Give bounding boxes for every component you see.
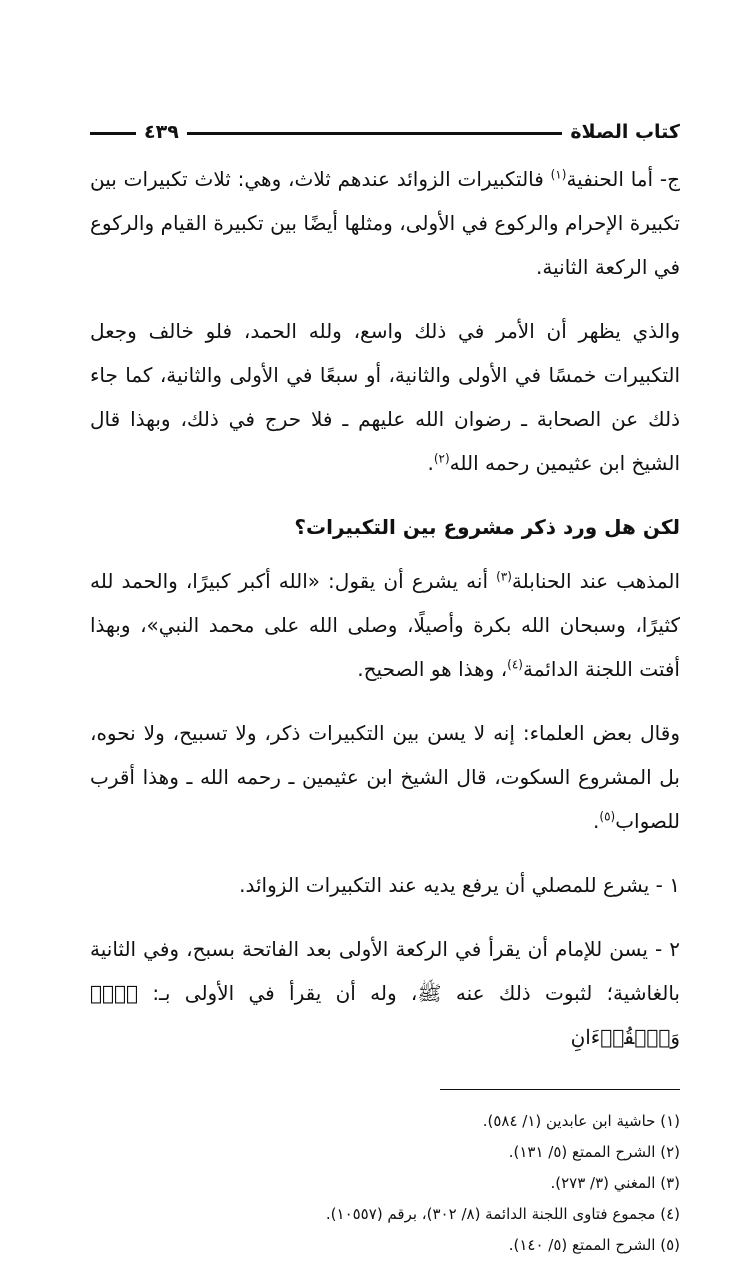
footnote-item: (١) حاشية ابن عابدين (١/ ٥٨٤). [482, 1112, 680, 1130]
paragraph-gap [90, 691, 680, 711]
paragraph-text: المذهب عند الحنابلة [511, 569, 680, 593]
header-rule-short [90, 132, 136, 135]
paragraph-text: وقال بعض العلماء: إنه لا يسن بين التكبيرات ذكر، ولا تسبيح، ولا نحوه، بل المشروع السكوت، قال الشيخ ابن عثيمين ـ رحمه الله ـ وهذا أقرب للصواب [90, 721, 680, 833]
paragraph-text: ٢ - يسن للإمام أن يقرأ في الركعة الأولى بعد الفاتحة بسبح، وفي الثانية بالغاشية؛ لثبوت ذلك عنه ﷺ، وله أن يقرأ في الأولى بـ: [90, 937, 680, 1005]
paragraph-gap [90, 549, 680, 559]
header-rule [187, 132, 563, 135]
paragraph-gap [90, 485, 680, 505]
chapter-title: كتاب الصلاة [570, 121, 680, 143]
paragraph-text: والذي يظهر أن الأمر في ذلك واسع، ولله الحمد، فلو خالف وجعل التكبيرات خمسًا في الأولى والثانية، أو سبعًا في الأولى والثانية، كما جاء ذلك عن الصحابة ـ رضوان الله عليهم ـ فلا حرج في ذلك، وبهذا قال الشيخ ابن عثيمين رحمه الله [90, 319, 680, 475]
paragraph-hanafi [90, 157, 680, 289]
footnote-ref: (٣) [496, 569, 512, 584]
section-heading: لكن هل ورد ذكر مشروع بين التكبيرات؟ [294, 515, 680, 539]
page-number: ٤٣٩ [144, 121, 179, 143]
paragraph-text: ، وهذا هو الصحيح. [357, 657, 508, 681]
footnote-item: (٥) الشرح الممتع (٥/ ١٤٠). [508, 1236, 680, 1254]
paragraph-wide-matter [90, 309, 680, 485]
paragraph-point-2 [90, 927, 680, 1059]
paragraph-gap [90, 843, 680, 863]
footnote-divider [440, 1089, 680, 1090]
paragraph-gap [90, 907, 680, 927]
running-header [90, 115, 680, 149]
paragraph-text: . [427, 451, 434, 475]
paragraph-text: أنه يشرع أن يقول: «الله أكبر كبيرًا، والحمد لله كثيرًا، وسبحان الله بكرة وأصيلًا، وصلى الله على محمد النبي»، وبهذا أفتت اللجنة الدائمة [90, 569, 680, 681]
paragraph-point-1: ١ - يشرع للمصلي أن يرفع يديه عند التكبيرات الزوائد. [239, 873, 680, 897]
footnote-item: (٣) المغني (٣/ ٢٧٣). [550, 1174, 680, 1192]
paragraph-gap [90, 289, 680, 309]
paragraph-text: فالتكبيرات الزوائد عندهم ثلاث، وهي: ثلاث تكبيرات بين تكبيرة الإحرام والركوع في الأولى، ومثلها أيضًا بين تكبيرة القيام والركوع في الركعة الثانية. [90, 167, 680, 279]
paragraph-other-scholars [90, 711, 680, 843]
quran-quote: ﴿قٓۚ وَٱلۡقُرۡءَانِ [90, 981, 680, 1049]
footnotes [90, 1106, 680, 1261]
footnote-item: (٤) مجموع فتاوى اللجنة الدائمة (٨/ ٣٠٢)، برقم (١٠٥٥٧). [325, 1205, 680, 1223]
footnote-ref: (٤) [507, 657, 523, 672]
footnote-ref: (١) [550, 167, 567, 182]
paragraph-hanbali [90, 559, 680, 691]
footnote-item: (٢) الشرح الممتع (٥/ ١٣١). [508, 1143, 680, 1161]
paragraph-text: ج- أما الحنفية [566, 167, 680, 191]
footnote-ref: (٥) [599, 809, 616, 824]
footnote-ref: (٢) [433, 451, 450, 466]
book-page [90, 115, 680, 1261]
paragraph-text: . [593, 809, 600, 833]
